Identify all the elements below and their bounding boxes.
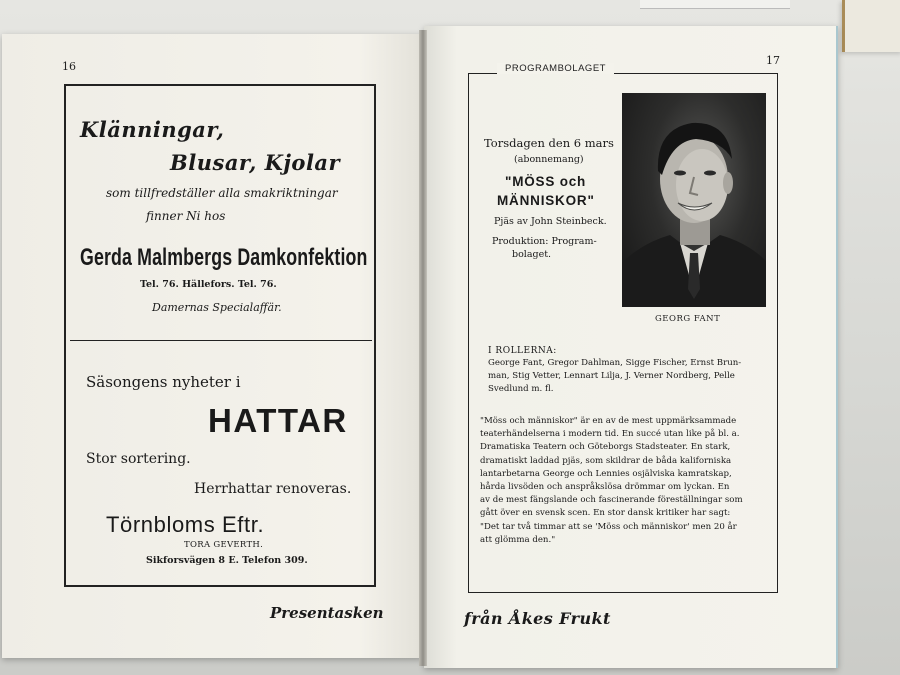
left-page-number: 16: [62, 60, 76, 73]
description-line: dramatiskt laddad pjäs, som skildrar de båda kaliforniska: [480, 455, 732, 466]
ad2-hattar: HATTAR: [208, 402, 348, 439]
production-2: bolaget.: [512, 249, 552, 260]
ad1-headline-1: Klänningar,: [80, 117, 225, 142]
background-paper-top: [640, 0, 790, 9]
production-1: Produktion: Program-: [492, 236, 597, 247]
ad1-brand-name: Gerda Malmbergs Damkonfektion: [80, 244, 368, 271]
performance-date: Torsdagen den 6 mars: [484, 136, 614, 150]
ad1-tagline: Damernas Specialaffär.: [152, 301, 282, 314]
ad2-owner: TORA GEVERTH.: [184, 540, 264, 550]
roles-heading: I ROLLERNA:: [488, 346, 557, 356]
subscription-note: (abonnemang): [514, 154, 584, 165]
right-footer: från Åkes Frukt: [464, 609, 611, 628]
ad2-address: Sikforsvägen 8 E. Telefon 309.: [146, 555, 308, 566]
description-line: teaterhändelserna i modern tid. En succé utan like på bl. a.: [480, 429, 740, 440]
cast-list: [488, 357, 741, 397]
play-title-1: "MÖSS och: [505, 174, 587, 189]
description-line: hårda livsöden och anspråkslösa drömmar om lyckan. En: [480, 482, 730, 493]
cast-line: George Fant, Gregor Dahlman, Sigge Fischer, Ernst Brun-: [488, 358, 742, 368]
description-line: av de mest fängslande och fascinerande föreställningar som: [480, 495, 743, 506]
cast-line: Svedlund m. fl.: [488, 384, 554, 395]
actor-portrait-photo: [622, 93, 766, 307]
play-title-2: MÄNNISKOR": [497, 193, 595, 208]
program-header: PROGRAMBOLAGET: [497, 63, 614, 74]
description-line: att glömma den.": [480, 534, 556, 545]
right-page-number: 17: [766, 54, 780, 67]
play-author: Pjäs av John Steinbeck.: [494, 216, 607, 227]
photo-caption: GEORG FANT: [655, 314, 721, 324]
background-paper-corner: [842, 0, 900, 52]
description-line: "Möss och människor" är en av de mest uppmärksammade: [480, 416, 737, 426]
cast-line: man, Stig Vetter, Lennart Lilja, J. Verner Nordberg, Pelle: [488, 371, 735, 382]
ad2-text-1: Stor sortering.: [86, 451, 191, 467]
booklet-spine: [419, 30, 427, 666]
ad1-headline-2: Blusar, Kjolar: [170, 150, 341, 175]
ad2-headline: Säsongens nyheter i: [86, 373, 241, 391]
description-line: gått över en svensk scen. En stor dansk kritiker har sagt:: [480, 508, 731, 519]
ad1-telephone: Tel. 76. Hällefors. Tel. 76.: [140, 279, 277, 290]
ad2-brand-name: Törnbloms Eftr.: [106, 512, 265, 537]
ad1-text-1: som tillfredställer alla smakriktningar: [106, 186, 338, 200]
ad-divider: [70, 340, 372, 341]
description-line: lantarbetarna George och Lennies osjälviska kamratskap,: [480, 468, 732, 479]
description-line: Dramatiska Teatern och Göteborgs Stadsteater. En stark,: [480, 442, 731, 453]
ad1-text-2: finner Ni hos: [146, 209, 226, 223]
play-description: [480, 415, 743, 547]
left-footer: Presentasken: [270, 604, 384, 622]
description-line: "Det tar två timmar att se 'Möss och människor' men 20 år: [480, 521, 737, 532]
ad2-text-2: Herrhattar renoveras.: [194, 481, 352, 497]
